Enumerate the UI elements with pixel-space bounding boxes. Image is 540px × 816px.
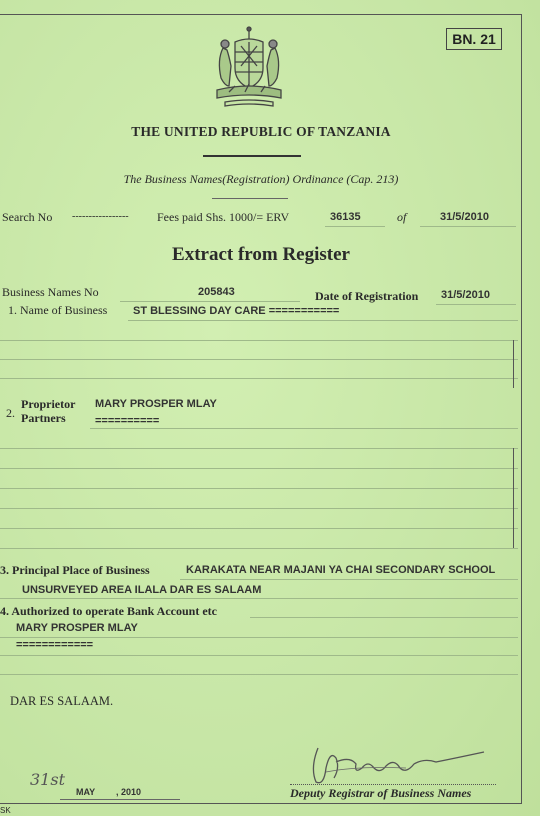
country-title: THE UNITED REPUBLIC OF TANZANIA (131, 124, 391, 139)
authorized-line-2 (0, 637, 518, 638)
principal-place-label: 3. Principal Place of Business (0, 563, 150, 577)
partners-line-1 (90, 428, 518, 429)
erv-underline (325, 226, 385, 227)
place-line-2 (0, 598, 518, 599)
name-of-business-value: ST BLESSING DAY CARE =========== (133, 305, 340, 317)
date-underline (60, 799, 180, 800)
reg-date-underline (436, 304, 516, 305)
authorized-line-1 (250, 617, 518, 618)
business-line-3 (0, 359, 518, 360)
fees-label: Fees paid Shs. 1000/= ERV (157, 210, 290, 224)
frame-bottom-border (0, 803, 522, 804)
registrar-signature (296, 738, 496, 788)
business-names-no-value: 205843 (198, 286, 235, 298)
partners-value: ========== (95, 415, 160, 427)
item-2-number: 2. (6, 406, 15, 420)
signature-line (290, 784, 496, 785)
form-number-badge: BN. 21 (446, 28, 502, 50)
handwritten-day: 31st (30, 770, 65, 789)
partners-line-5 (0, 508, 518, 509)
partners-line-2 (0, 448, 518, 449)
bn-underline (120, 301, 300, 302)
proprietor-value: MARY PROSPER MLAY (95, 398, 217, 410)
place-of-issue: DAR ES SALAAM. (10, 694, 114, 708)
corner-code: SK (0, 806, 11, 815)
business-line-4 (0, 378, 518, 379)
search-no-value: ----------------- (72, 211, 129, 222)
partners-label: Partners (21, 411, 66, 425)
partners-line-7 (0, 548, 518, 549)
name-of-business-label: 1. Name of Business (8, 303, 108, 317)
principal-place-value-2: UNSURVEYED AREA ILALA DAR ES SALAAM (22, 584, 262, 596)
business-line-1 (128, 320, 518, 321)
business-line-2 (0, 340, 518, 341)
authorized-value: MARY PROSPER MLAY (16, 622, 138, 634)
coat-of-arms-icon (205, 26, 293, 110)
search-no-label: Search No (2, 210, 53, 224)
authorized-line-3 (0, 655, 518, 656)
erv-number: 36135 (330, 211, 361, 223)
principal-place-value: KARAKATA NEAR MAJANI YA CHAI SECONDARY SCHOOL (186, 564, 496, 576)
registrar-title: Deputy Registrar of Business Names (290, 786, 472, 800)
footer-year: , 2010 (116, 787, 142, 797)
partners-line-6 (0, 528, 518, 529)
partners-line-4 (0, 488, 518, 489)
business-names-no-label: Business Names No (2, 285, 99, 299)
authorized-value-2: ============ (16, 639, 94, 651)
place-line-1 (180, 579, 518, 580)
ordinance-underline (212, 198, 288, 199)
authorized-label: 4. Authorized to operate Bank Account etc (0, 604, 217, 618)
partners-line-3 (0, 468, 518, 469)
erv-date: 31/5/2010 (440, 211, 489, 223)
title-underline (203, 155, 301, 157)
frame-top-border (0, 14, 522, 15)
ordinance-subtitle: The Business Names(Registration) Ordinance (Cap. 213) (123, 172, 399, 186)
of-label: of (397, 210, 407, 224)
authorized-line-4 (0, 674, 518, 675)
erv-date-underline (420, 226, 516, 227)
margin-tick-2 (513, 448, 514, 548)
extract-heading: Extract from Register (172, 244, 350, 265)
margin-tick-1 (513, 340, 514, 388)
date-of-registration-label: Date of Registration (315, 289, 419, 303)
proprietor-label: Proprietor (21, 397, 76, 411)
date-of-registration-value: 31/5/2010 (441, 289, 490, 301)
footer-month: MAY (76, 787, 96, 797)
